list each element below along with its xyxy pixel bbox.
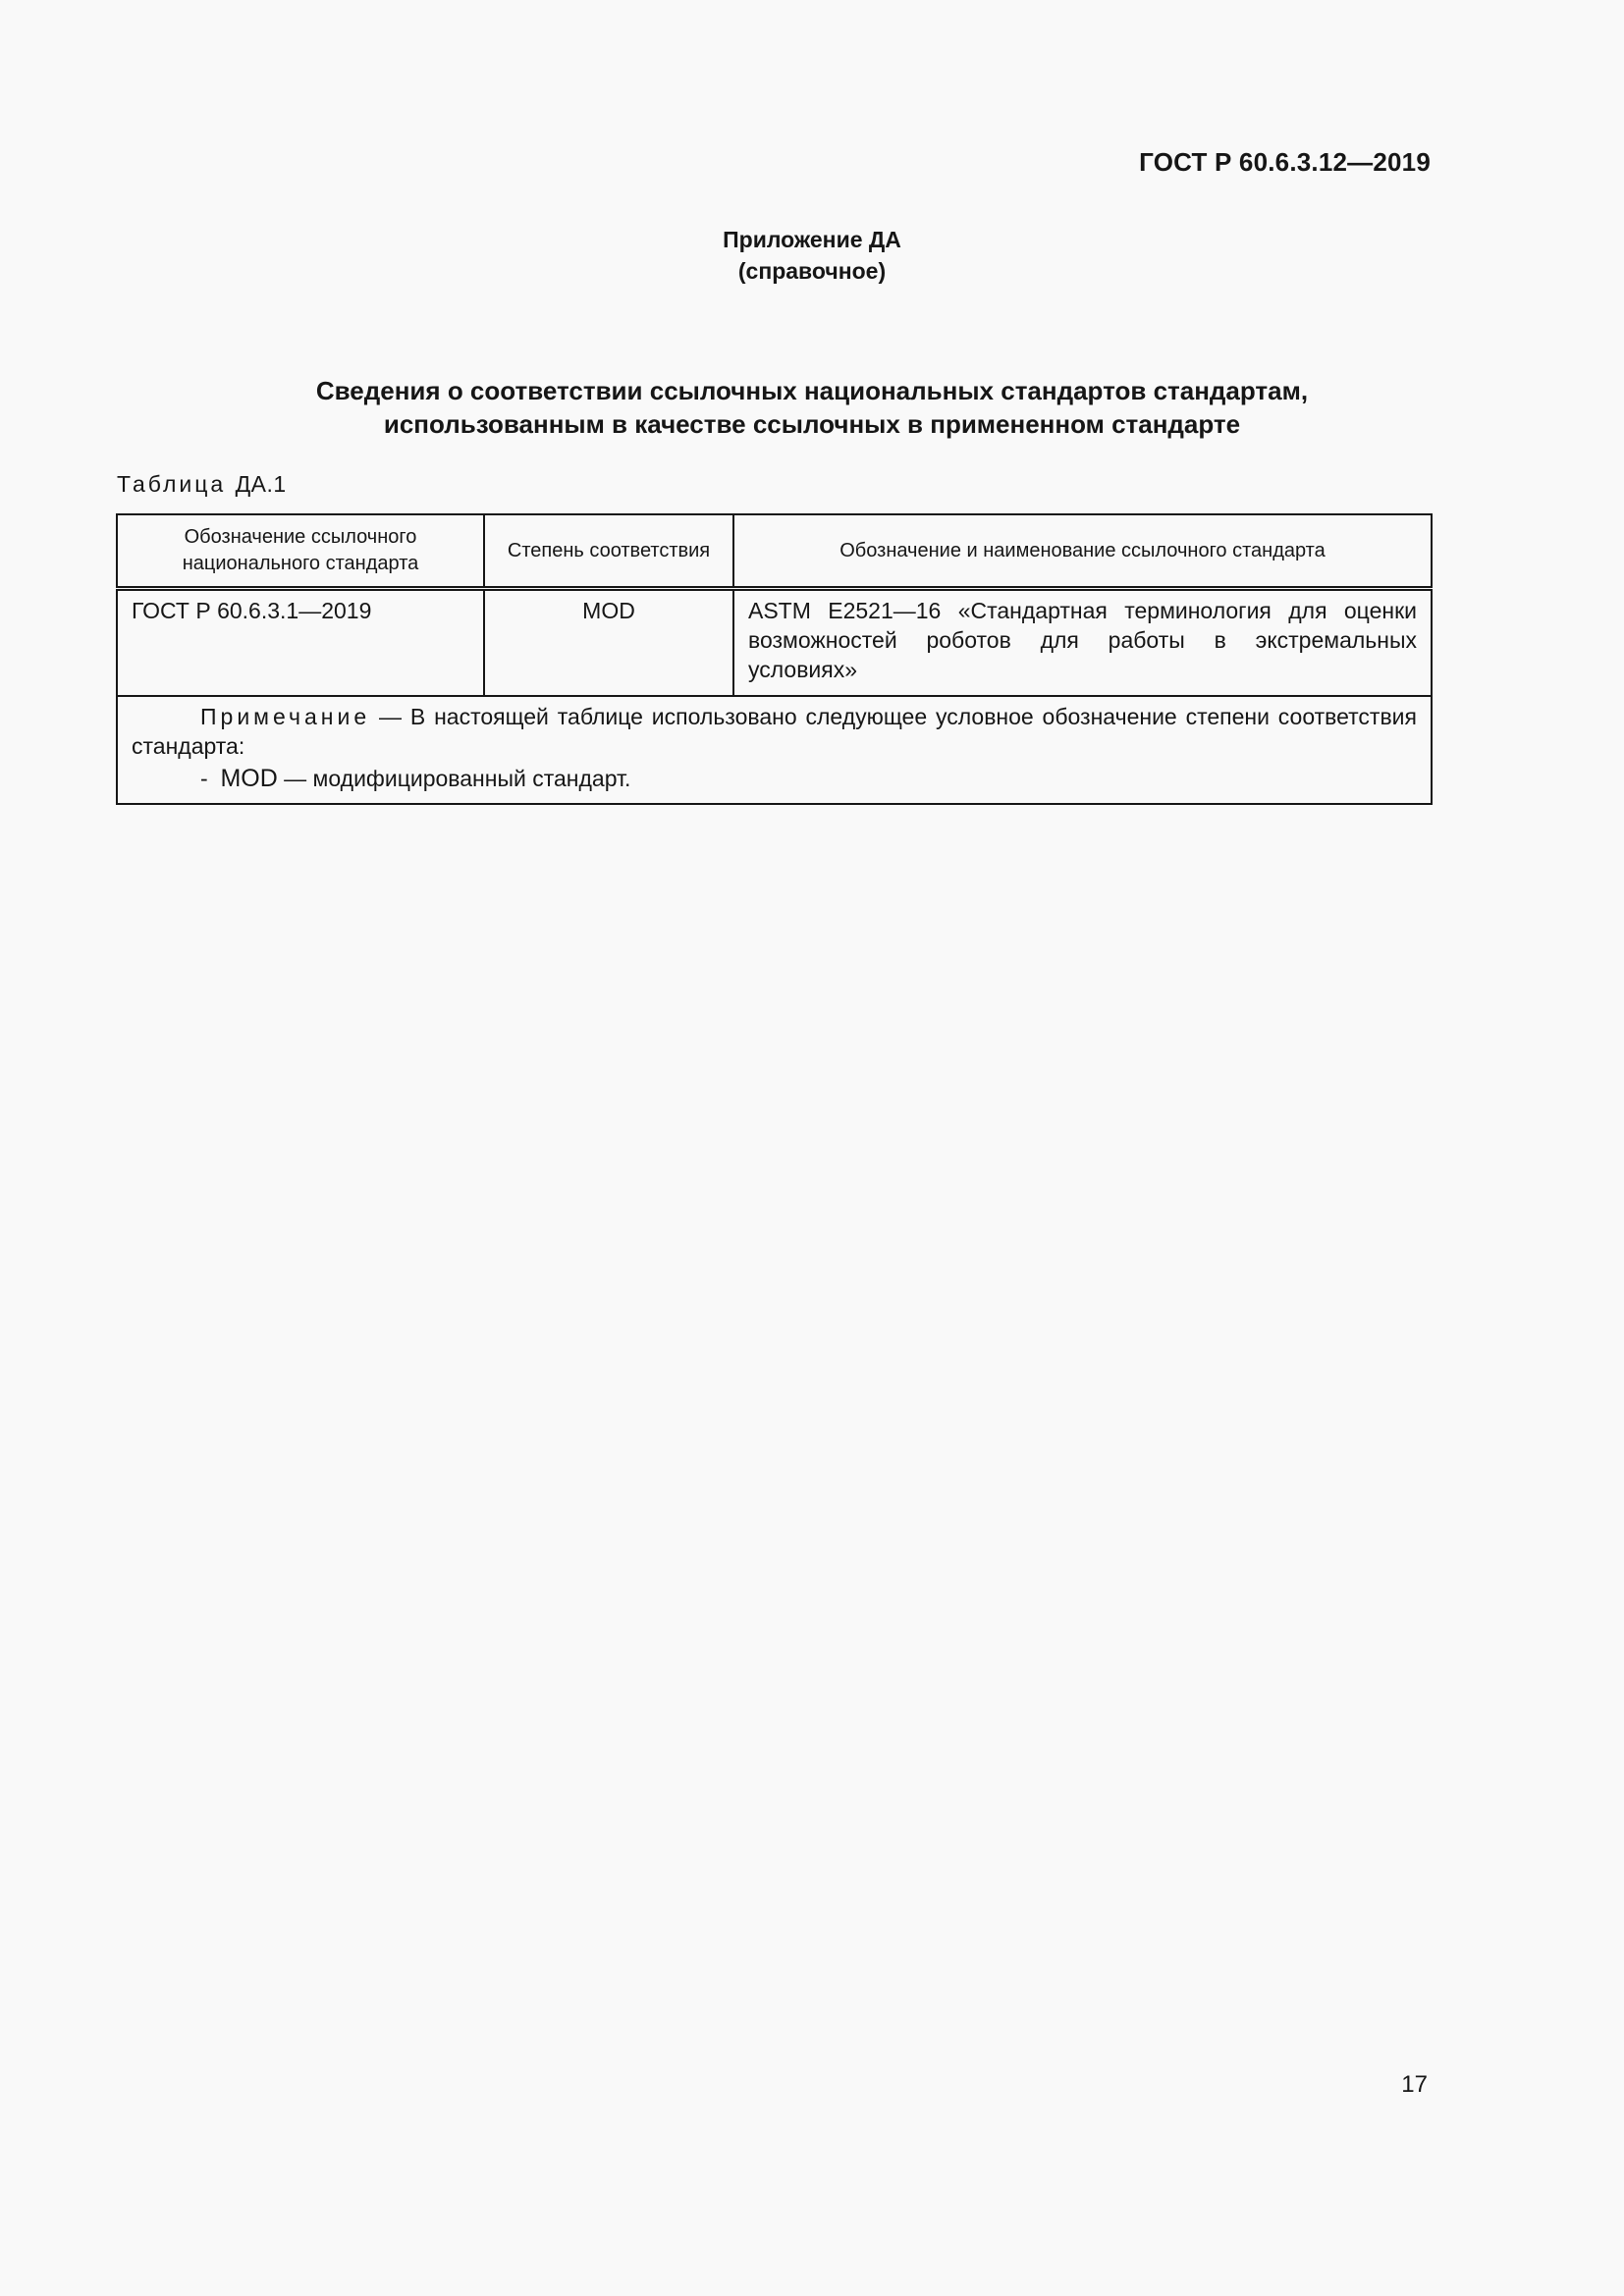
- column-header-degree: Степень соответствия: [484, 514, 733, 589]
- note-label: Примечание: [200, 704, 371, 729]
- table-header-row: [117, 514, 1432, 589]
- page-number: 17: [1401, 2071, 1428, 2098]
- appendix-title: Приложение ДА: [723, 227, 901, 252]
- note-item-marker: -: [200, 766, 208, 791]
- table-caption: [117, 471, 287, 498]
- table-note-row: [117, 696, 1432, 804]
- note-list-item: [132, 761, 1417, 796]
- appendix-heading: [0, 224, 1624, 287]
- table-row: [117, 589, 1432, 697]
- note-item-abbr: MOD: [220, 765, 278, 792]
- column-header-national-standard: Обозначение ссылочного национального стандарта: [117, 514, 484, 589]
- note-body: — В настоящей таблице использовано следующее условное обозначение степени соответствия стандарта:: [132, 704, 1417, 759]
- appendix-subtitle: (справочное): [737, 258, 887, 284]
- table-caption-number: ДА.1: [235, 471, 287, 497]
- cell-reference-standard: ASTM E2521—16 «Стандартная терминология для оценки возможностей роботов для работы в экстремальных условиях»: [733, 589, 1432, 697]
- note-item-text: — модифицированный стандарт.: [277, 766, 631, 791]
- document-code: ГОСТ Р 60.6.3.12—2019: [1139, 147, 1431, 177]
- column-header-reference-standard: Обозначение и наименование ссылочного стандарта: [733, 514, 1432, 589]
- section-title-line-2: использованным в качестве ссылочных в примененном стандарте: [383, 409, 1241, 439]
- table-note: [117, 696, 1432, 804]
- note-text: [132, 702, 1417, 761]
- table-caption-label: Таблица: [117, 471, 227, 497]
- correspondence-table: [116, 513, 1433, 805]
- cell-national-standard: ГОСТ Р 60.6.3.1—2019: [117, 589, 484, 697]
- cell-degree: MOD: [484, 589, 733, 697]
- section-title: [0, 374, 1624, 441]
- section-title-line-1: Сведения о соответствии ссылочных национальных стандартов стандартам,: [315, 376, 1309, 405]
